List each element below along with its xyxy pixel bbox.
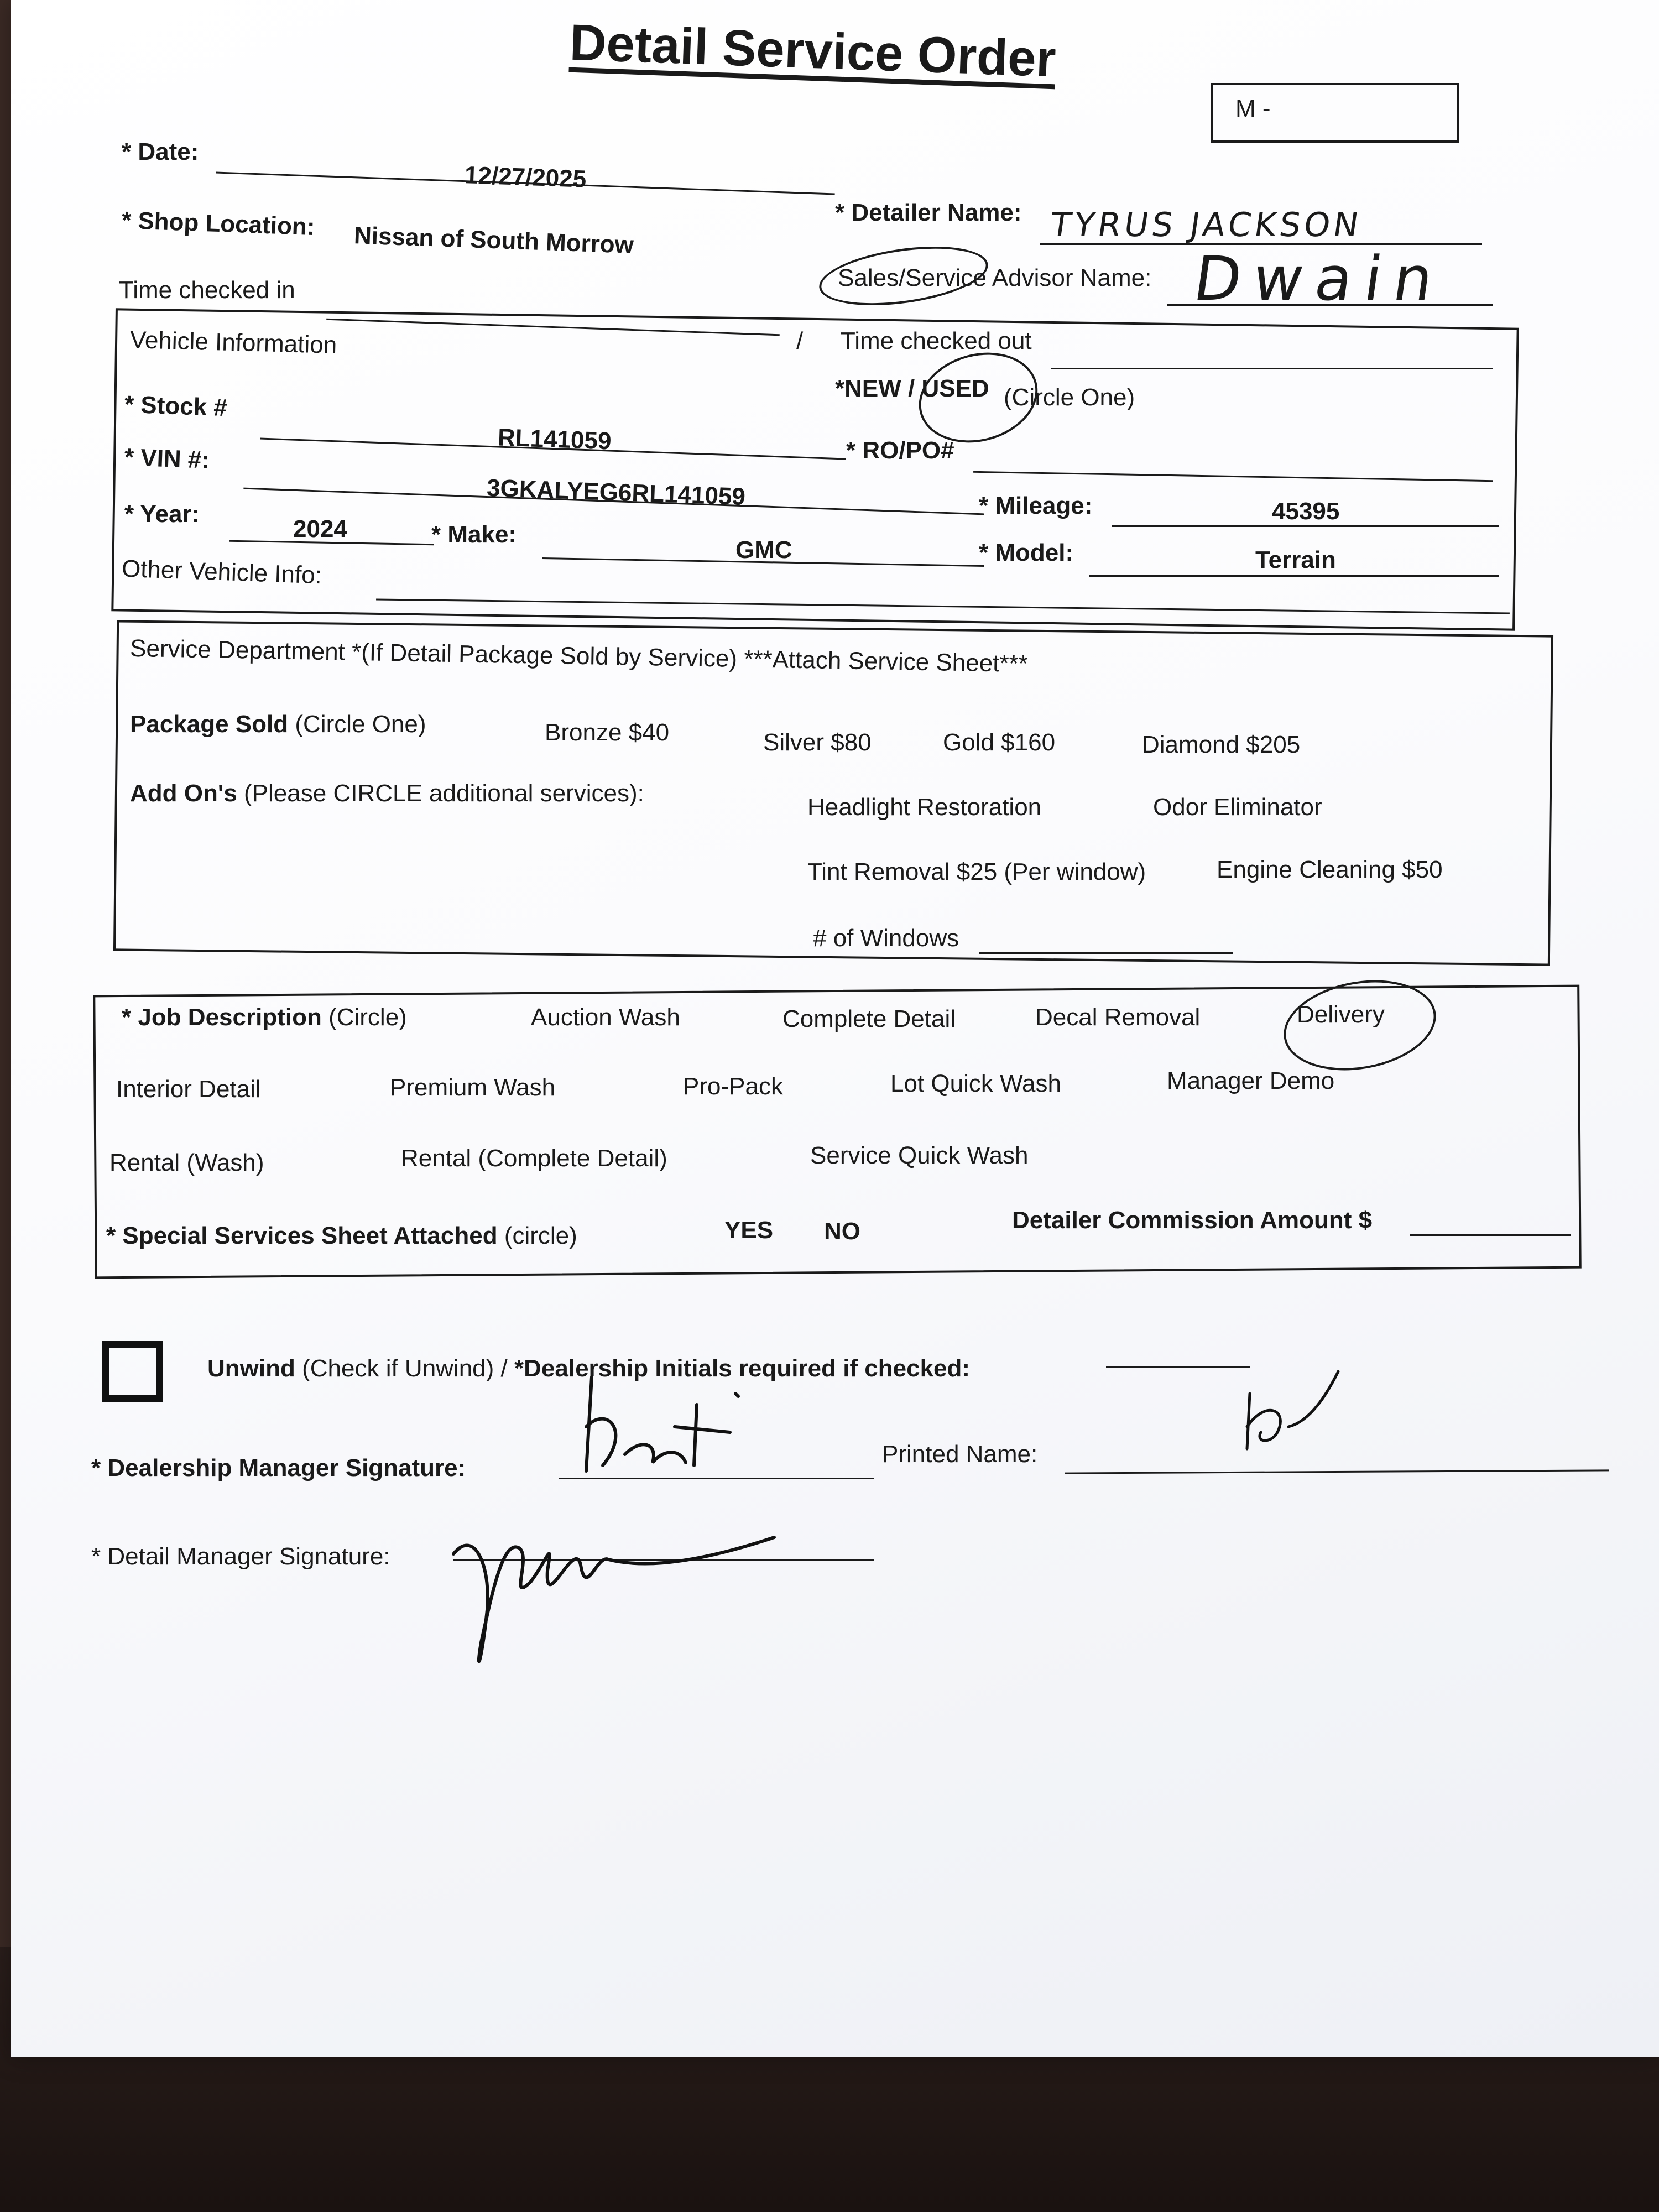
job-pro-pack[interactable]: Pro-Pack (683, 1073, 783, 1100)
printed-name-label: Printed Name: (882, 1441, 1038, 1468)
job-manager-demo[interactable]: Manager Demo (1167, 1067, 1335, 1094)
dealership-manager-signature-label: * Dealership Manager Signature: (91, 1454, 466, 1481)
mileage-field[interactable]: 45395 (1272, 498, 1340, 525)
add-ons-hint: (Please CIRCLE additional services): (244, 780, 644, 807)
vin-field[interactable]: 3GKALYEG6RL141059 (486, 474, 746, 511)
addon-engine-cleaning[interactable]: Engine Cleaning $50 (1217, 856, 1443, 883)
job-lot-quick-wash[interactable]: Lot Quick Wash (890, 1070, 1061, 1097)
mileage-line (1112, 525, 1499, 527)
detailer-name-field[interactable]: TYRUS JACKSON (1048, 206, 1365, 244)
year-field[interactable]: 2024 (293, 515, 347, 542)
stock-number-field[interactable]: RL141059 (497, 424, 612, 455)
job-description-label (122, 1004, 407, 1031)
addon-odor-eliminator[interactable]: Odor Eliminator (1153, 794, 1322, 821)
job-auction-wash[interactable]: Auction Wash (531, 1004, 680, 1031)
detailer-name-label: * Detailer Name: (835, 199, 1022, 226)
job-delivery[interactable]: Delivery (1297, 1001, 1385, 1028)
job-premium-wash[interactable]: Premium Wash (390, 1074, 556, 1101)
time-separator: / (796, 327, 804, 354)
detailer-commission-field[interactable] (1410, 1234, 1571, 1236)
package-sold-hint: (Circle One) (295, 711, 426, 738)
job-service-quick-wash[interactable]: Service Quick Wash (810, 1142, 1029, 1169)
mileage-label: * Mileage: (979, 492, 1093, 519)
windows-count-field[interactable] (979, 952, 1233, 954)
addon-tint-removal[interactable]: Tint Removal $25 (Per window) (807, 858, 1146, 885)
stock-number-label: * Stock # (124, 390, 228, 422)
make-label: * Make: (431, 521, 517, 548)
package-bronze[interactable]: Bronze $40 (545, 719, 670, 746)
windows-count-label: # of Windows (813, 925, 959, 952)
addon-headlight-restoration[interactable]: Headlight Restoration (807, 794, 1042, 821)
special-services-label (106, 1222, 577, 1250)
model-label: * Model: (979, 539, 1074, 566)
special-services-title: * Special Services Sheet Attached (106, 1222, 498, 1249)
detailer-commission-label: Detailer Commission Amount $ (1012, 1207, 1373, 1234)
service-order-sheet (11, 0, 1659, 2057)
detail-manager-signature-mark (442, 1504, 796, 1687)
year-label: * Year: (124, 500, 200, 528)
shop-location-value: Nissan of South Morrow (353, 222, 634, 259)
vin-label: * VIN #: (124, 444, 210, 474)
job-description-title: * Job Description (122, 1004, 322, 1031)
date-field[interactable]: 12/27/2025 (464, 161, 587, 193)
package-diamond[interactable]: Diamond $205 (1142, 731, 1301, 758)
package-sold-title: Package Sold (130, 711, 289, 738)
order-number-prefix: M - (1235, 95, 1271, 122)
dealership-initials-label: *Dealership Initials required if checked: (514, 1355, 971, 1382)
package-gold[interactable]: Gold $160 (943, 729, 1056, 756)
vehicle-information-label: Vehicle Information (129, 326, 337, 359)
add-ons-title: Add On's (130, 780, 237, 807)
new-used-hint: (Circle One) (1004, 384, 1135, 411)
job-decal-removal[interactable]: Decal Removal (1035, 1004, 1201, 1031)
advisor-name-field[interactable]: Dwain (1190, 243, 1450, 314)
special-services-hint: (circle) (504, 1222, 577, 1249)
date-label: * Date: (122, 138, 199, 165)
other-vehicle-info-label: Other Vehicle Info: (121, 555, 322, 589)
package-sold-label (130, 711, 426, 738)
ro-po-label: * RO/PO# (846, 437, 954, 464)
job-rental-wash[interactable]: Rental (Wash) (109, 1149, 264, 1176)
new-used-label[interactable]: *NEW / USED (835, 375, 989, 402)
unwind-checkbox[interactable] (102, 1341, 163, 1402)
advisor-circle-mark (816, 237, 992, 315)
add-ons-label (130, 780, 644, 807)
shop-location-label: * Shop Location: (121, 206, 316, 241)
dealership-manager-signature-mark (570, 1371, 857, 1482)
job-interior-detail[interactable]: Interior Detail (116, 1076, 261, 1103)
model-line (1089, 575, 1499, 577)
detail-manager-signature-label: * Detail Manager Signature: (91, 1543, 390, 1570)
job-description-hint: (Circle) (328, 1004, 407, 1031)
special-services-no[interactable]: NO (824, 1218, 860, 1245)
package-silver[interactable]: Silver $80 (763, 729, 872, 756)
printed-name-line[interactable] (1065, 1469, 1609, 1474)
printed-name-mark (1228, 1360, 1349, 1460)
order-number-box[interactable] (1211, 83, 1459, 143)
make-field[interactable]: GMC (735, 536, 792, 564)
job-complete-detail[interactable]: Complete Detail (782, 1005, 956, 1032)
model-field[interactable]: Terrain (1255, 546, 1336, 573)
special-services-yes[interactable]: YES (724, 1217, 774, 1244)
time-checked-out-label: Time checked out (841, 327, 1032, 354)
unwind-title: Unwind (207, 1355, 295, 1382)
service-department-header: Service Department *(If Detail Package Sold by Service) ***Attach Service Sheet*** (129, 634, 1029, 678)
advisor-name-label: Sales/Service Advisor Name: (838, 264, 1152, 291)
job-rental-complete-detail[interactable]: Rental (Complete Detail) (401, 1145, 667, 1172)
unwind-hint: (Check if Unwind) / (302, 1355, 508, 1382)
form-title: Detail Service Order (568, 14, 1057, 88)
time-checked-in-label: Time checked in (119, 276, 295, 304)
